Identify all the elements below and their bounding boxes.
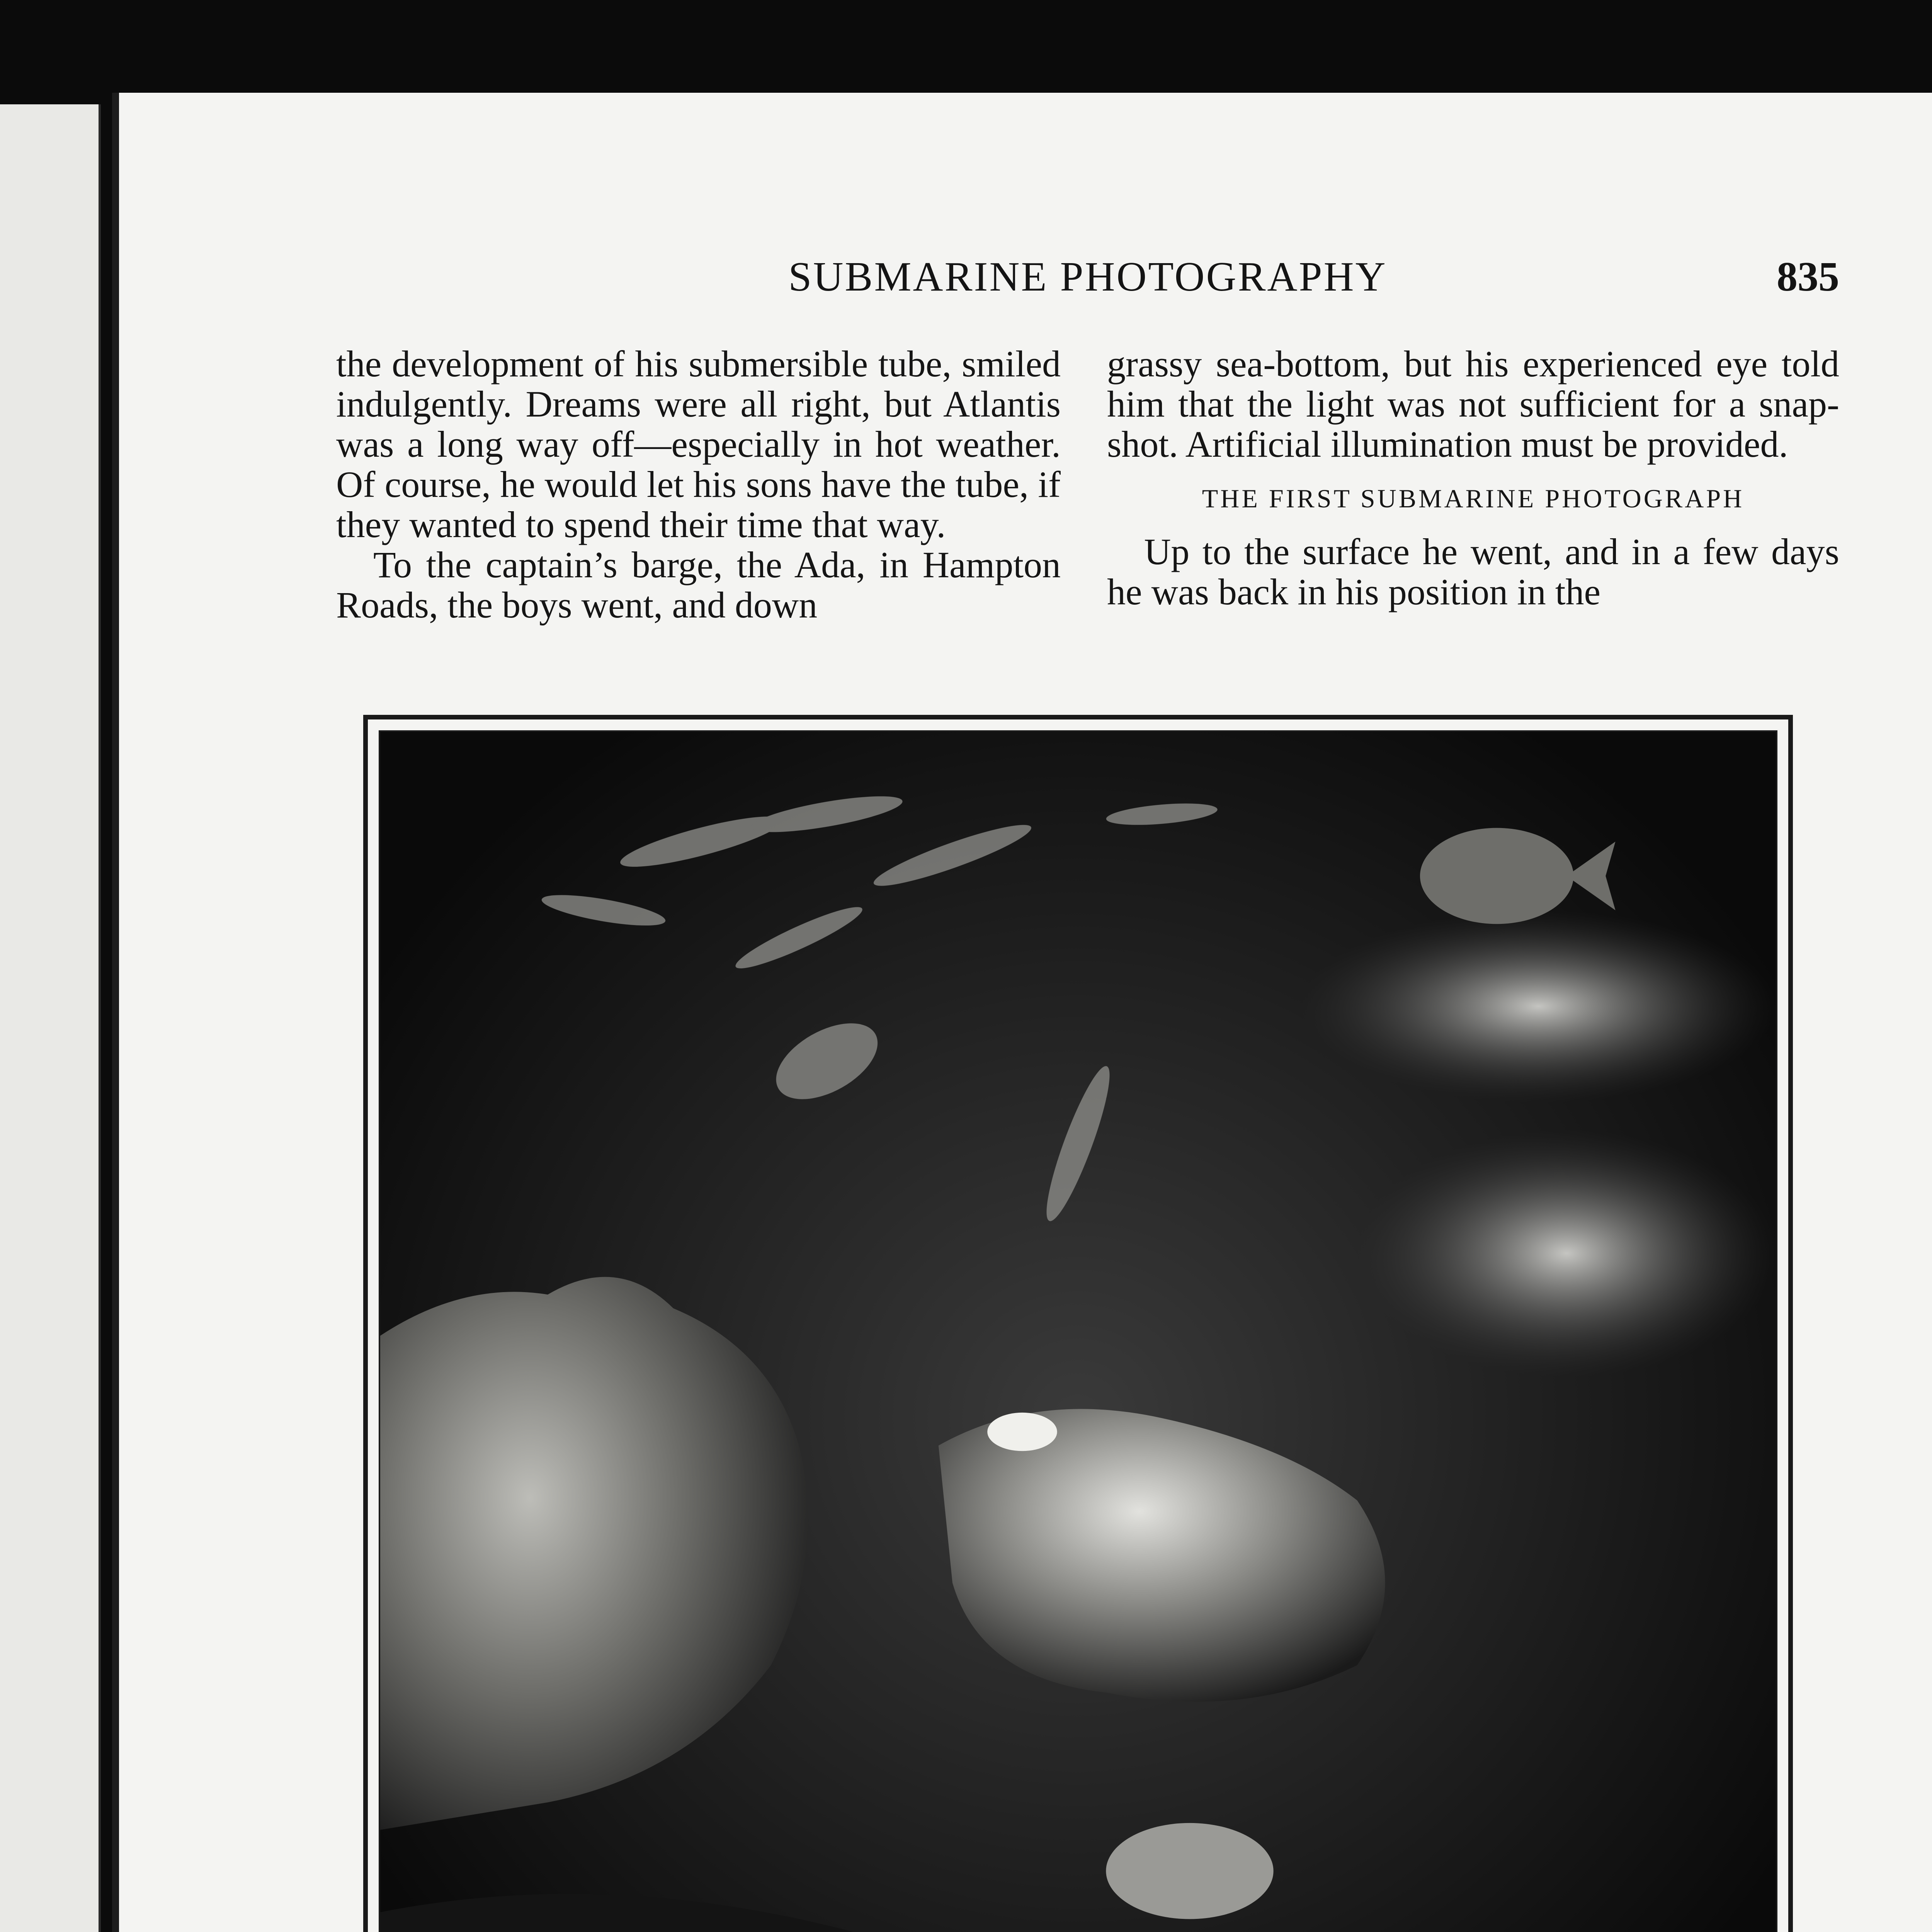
- section-subheading: THE FIRST SUBMARINE PHOTOGRAPH: [1202, 484, 1745, 513]
- underwater-photograph: [380, 732, 1776, 1932]
- left-page-edge: [0, 104, 101, 1932]
- column-top-left: [336, 344, 1061, 625]
- running-header: [336, 253, 1839, 315]
- figure-frame: [363, 715, 1793, 1932]
- paragraph: Up to the surface he went, and in a few days he was back in his position in the: [1107, 531, 1839, 612]
- paragraph: the development of his submersible tube, smiled indulgently. Dreams were all right, but Atlantis was a long way off—especially in hot weather. Of course, he would let his sons have the tube, if they wanted to spend their time that way.: [336, 343, 1061, 545]
- page-number: 835: [1777, 254, 1839, 300]
- running-title: SUBMARINE PHOTOGRAPHY: [788, 254, 1387, 300]
- paragraph: grassy sea-bottom, but his experienced eye told him that the light was not sufficient for a snap-shot. Artificial illumination must be provided.: [1107, 343, 1839, 465]
- column-top-right: [1107, 344, 1839, 612]
- paragraph: To the captain’s barge, the Ada, in Hampton Roads, the boys went, and down: [336, 544, 1061, 626]
